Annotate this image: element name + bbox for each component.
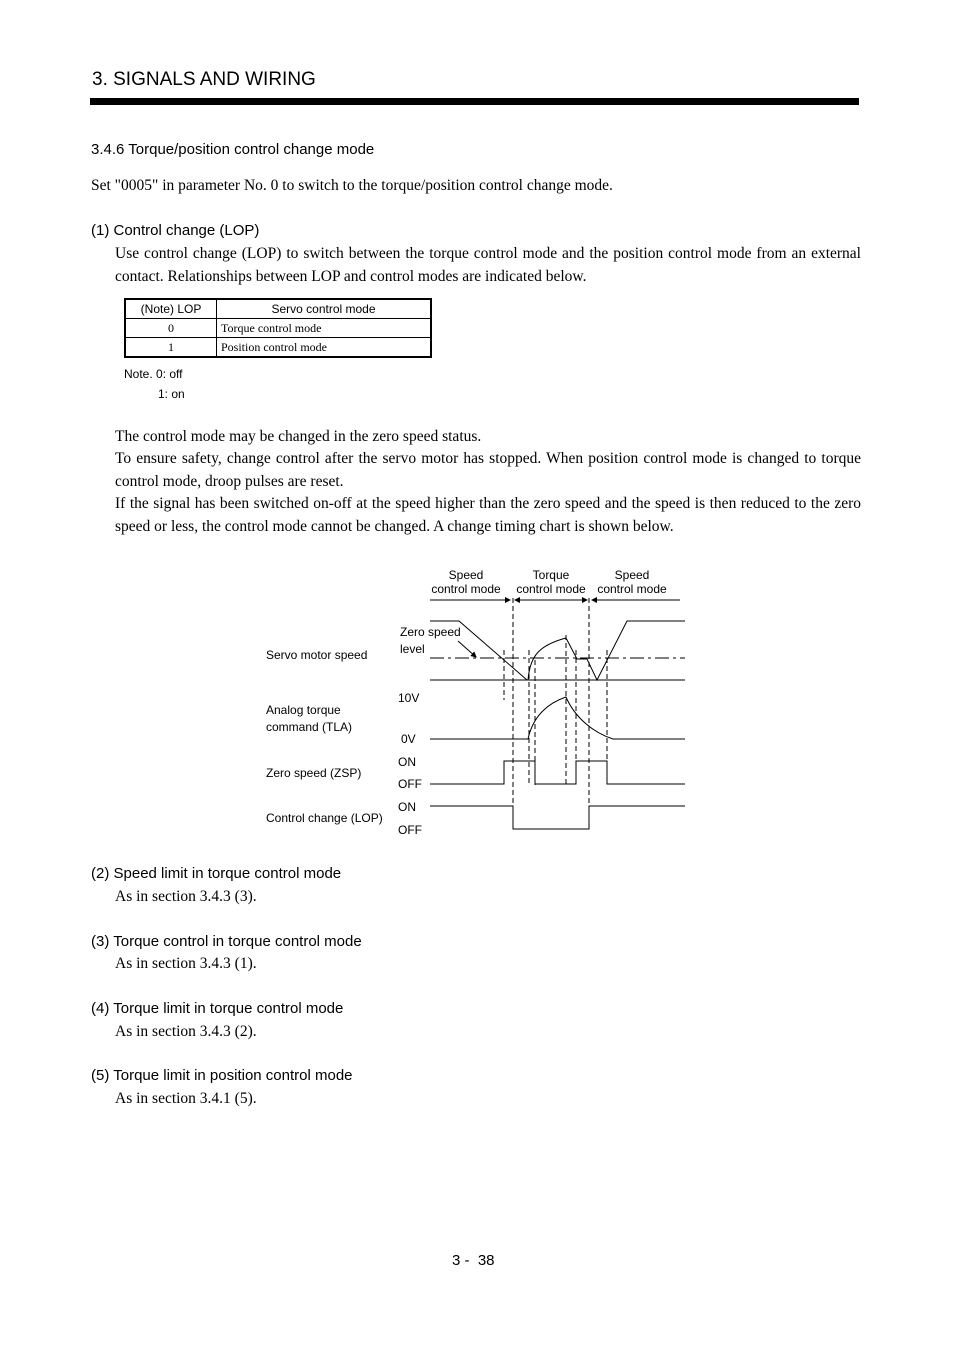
item5-heading: (5) Torque limit in position control mode [91, 1067, 353, 1084]
section-heading: 3.4.6 Torque/position control change mode [91, 141, 375, 158]
item1-text: Use control change (LOP) to switch between the torque control mode and the position control mode from an external contact. Relationships between LOP and control modes are indicated below. [115, 245, 861, 285]
item2-heading: (2) Speed limit in torque control mode [91, 865, 342, 882]
zsp-waveform [430, 761, 685, 784]
item5-text: As in section 3.4.1 (5). [115, 1090, 257, 1107]
table-header-mode: Servo control mode [217, 299, 432, 319]
item3-heading: (3) Torque control in torque control mode [91, 933, 362, 950]
mode-label-speed-2-line1: Speed [614, 568, 650, 582]
zero-speed-level-label-line2: level [400, 642, 425, 656]
tla-level-10v: 10V [398, 691, 420, 705]
item3-text: As in section 3.4.3 (1). [115, 955, 257, 972]
item1-para3: If the signal has been switched on-off at the speed higher than the zero speed and the speed is then reduced to the zero speed or less, the control mode cannot be changed. A change timing chart is shown below. [115, 495, 861, 535]
table-cell-lop: 1 [125, 338, 217, 358]
zsp-level-off: OFF [398, 777, 422, 791]
item1-heading: (1) Control change (LOP) [91, 222, 260, 239]
item4-heading: (4) Torque limit in torque control mode [91, 1000, 344, 1017]
signal-label-analog-torque-line1: Analog torque [266, 703, 341, 717]
timing-guide-lines [504, 598, 607, 828]
section-intro: Set "0005" in parameter No. 0 to switch to the torque/position control change mode. [91, 177, 613, 194]
item2-text: As in section 3.4.3 (3). [115, 888, 257, 905]
zero-speed-level-label-line1: Zero speed [400, 625, 461, 639]
signal-label-analog-torque-line2: command (TLA) [266, 720, 353, 734]
lop-level-off: OFF [398, 823, 422, 837]
mode-label-torque-line1: Torque [532, 568, 570, 582]
lop-waveform [430, 806, 685, 829]
chapter-title: 3. SIGNALS AND WIRING [92, 69, 316, 90]
tla-level-0v: 0V [401, 732, 416, 746]
table-cell-mode: Torque control mode [217, 319, 432, 338]
signal-label-servo-motor-speed: Servo motor speed [266, 648, 368, 662]
table-note-line1: Note. 0: off [124, 367, 183, 381]
mode-label-speed-2-line2: control mode [597, 582, 667, 596]
tla-waveform [430, 697, 685, 739]
table-note-line2: 1: on [158, 387, 185, 401]
page-number: 3 - 38 [452, 1252, 495, 1269]
table-cell-lop: 0 [125, 319, 217, 338]
zsp-level-on: ON [398, 755, 416, 769]
mode-label-speed-1-line1: Speed [448, 568, 484, 582]
table-header-lop: (Note) LOP [125, 299, 217, 319]
table-cell-mode: Position control mode [217, 338, 432, 358]
item1-para1: The control mode may be changed in the zero speed status. [115, 428, 482, 445]
item1-para2: To ensure safety, change control after the servo motor has stopped. When position control mode is changed to torque control mode, droop pulses are reset. [115, 450, 861, 490]
item4-text: As in section 3.4.3 (2). [115, 1023, 257, 1040]
signal-label-control-change: Control change (LOP) [266, 811, 383, 825]
mode-label-torque-line2: control mode [516, 582, 586, 596]
signal-label-zero-speed: Zero speed (ZSP) [266, 766, 362, 780]
zero-speed-pointer [458, 641, 476, 657]
mode-label-speed-1-line2: control mode [431, 582, 501, 596]
lop-level-on: ON [398, 800, 416, 814]
